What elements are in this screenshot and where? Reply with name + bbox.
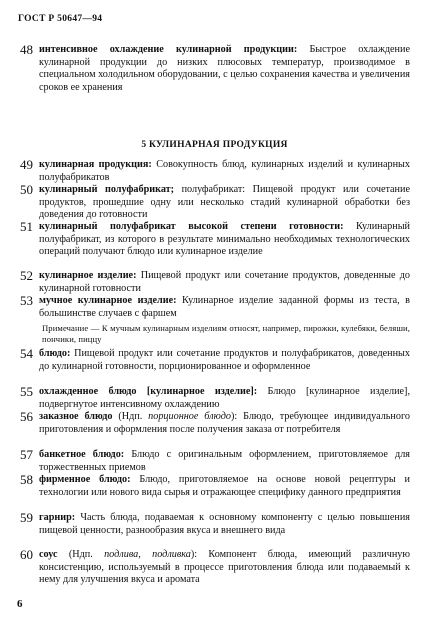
- term-definition: [39, 474, 410, 499]
- term-name: блюдо:: [39, 348, 71, 359]
- term-number: 55: [20, 384, 33, 399]
- term-entry: [20, 159, 410, 184]
- term-entry: [20, 549, 410, 587]
- definition-text: Часть блюда, подаваемая к основному компоненту с целью повышения пищевой ценности, разнообразия вкуса и внешнего вида: [39, 512, 410, 536]
- term-number: 60: [20, 547, 33, 562]
- term-name: гарнир:: [39, 512, 76, 523]
- term-name: кулинарное изделие:: [39, 270, 137, 281]
- term-number: 56: [20, 409, 33, 424]
- term-name: охлажденное блюдо [кулинарное изделие]:: [39, 386, 258, 397]
- term-number: 53: [20, 293, 33, 308]
- term-name: фирменное блюдо:: [39, 474, 131, 485]
- term-name: кулинарная продукция:: [39, 159, 152, 170]
- definition-text: Блюдо [кулинарное изделие], подвергнутое интенсивному охлаждению: [39, 386, 410, 410]
- note: [42, 323, 410, 345]
- definition-text: Блюдо с оригинальным оформлением, приготовляемое для торжественных приемов: [39, 449, 410, 473]
- term-name: интенсивное охлаждение кулинарной продукции:: [39, 44, 298, 55]
- definition-text: Кулинарный полуфабрикат, из которого в результате минимально необходимых технологических операций получают блюдо или кулинарное изделие: [39, 221, 411, 257]
- definition-text: Пищевой продукт или сочетание продуктов, доведенные до кулинарной готовности: [39, 270, 410, 294]
- note-label: Примечание —: [42, 323, 100, 333]
- term-entry: [20, 184, 410, 222]
- term-definition: [39, 270, 410, 295]
- term-entry: [20, 270, 410, 295]
- term-entry: [20, 474, 410, 499]
- nonpreferred-prefix: (Ндп.: [112, 411, 149, 422]
- term-number: 59: [20, 510, 33, 525]
- term-entry: [20, 512, 410, 537]
- nonpreferred-prefix: (Ндп.: [57, 549, 105, 560]
- term-entry: [20, 411, 410, 436]
- nonpreferred-term: порционное блюдо: [148, 411, 232, 422]
- term-entry: [20, 295, 410, 320]
- section-title: 5 КУЛИНАРНАЯ ПРОДУКЦИЯ: [141, 140, 288, 150]
- term-number: 50: [20, 182, 33, 197]
- term-number: 51: [20, 219, 33, 234]
- term-number: 57: [20, 447, 33, 462]
- term-name: мучное кулинарное изделие:: [39, 295, 177, 306]
- term-definition: [39, 44, 410, 94]
- definition-text: Совокупность блюд, кулинарных изделий и кулинарных полуфабрикатов: [39, 159, 410, 183]
- term-definition: [39, 184, 410, 222]
- term-number: 49: [20, 157, 33, 172]
- definition-text: Кулинарное изделие заданной формы из теста, в большинстве случаев с фаршем: [39, 295, 410, 319]
- definition-text: полуфабрикат: Пищевой продукт или сочетание продуктов, прошедшие одну или несколько стадий кулинарной обработки без доведения до готовности: [39, 184, 410, 220]
- nonpreferred-term: подлива, подливка: [104, 549, 191, 560]
- term-name: кулинарный полуфабрикат;: [39, 184, 175, 195]
- term-definition: [39, 221, 410, 259]
- term-name: соус: [39, 549, 58, 560]
- term-name: заказное блюдо: [39, 411, 113, 422]
- definition-text: Блюдо, приготовляемое на основе новой рецептуры и технологии или нового вида сырья и отражающее специфику данного предприятия: [39, 474, 410, 498]
- term-entry: [20, 44, 410, 94]
- definition-text: ): Компонент блюда, имеющий различную консистенцию, используемый в процессе приготовления блюда или подаваемый к нему для улучшения вкуса и аромата: [39, 549, 410, 585]
- term-definition: [39, 549, 410, 587]
- term-definition: [39, 449, 410, 474]
- definition-text: Быстрое охлаждение кулинарной продукции до низких плюсовых температур, производимое в специальном холодильном оборудовании, с целью сохранения качества и увеличения сроков ее хранения: [39, 44, 410, 93]
- term-name: банкетное блюдо:: [39, 449, 125, 460]
- term-definition: [39, 512, 410, 537]
- term-number: 48: [20, 42, 33, 57]
- note-text: К мучным кулинарным изделиям относят, например, пирожки, кулебяки, беляши, пончики, пиццу: [42, 323, 410, 344]
- term-entry: [20, 449, 410, 474]
- term-number: 58: [20, 472, 33, 487]
- term-entry: [20, 348, 410, 373]
- definition-text: ): Блюдо, требующее индивидуального приготовления и оформления после получения заказа от потребителя: [39, 411, 410, 435]
- term-definition: [39, 159, 410, 184]
- term-name: кулинарный полуфабрикат высокой степени готовности:: [39, 221, 344, 232]
- term-entry: [20, 386, 410, 411]
- term-definition: [39, 386, 410, 411]
- page-number: 6: [17, 598, 23, 610]
- term-definition: [39, 295, 410, 320]
- definition-text: Пищевой продукт или сочетание продуктов и полуфабрикатов, доведенных до кулинарной готовности, порционированное и оформленное: [39, 348, 410, 372]
- term-entry: [20, 221, 410, 259]
- term-definition: [39, 348, 410, 373]
- term-number: 54: [20, 346, 33, 361]
- term-definition: [39, 411, 410, 436]
- term-number: 52: [20, 268, 33, 283]
- document-header: ГОСТ Р 50647—94: [18, 14, 103, 24]
